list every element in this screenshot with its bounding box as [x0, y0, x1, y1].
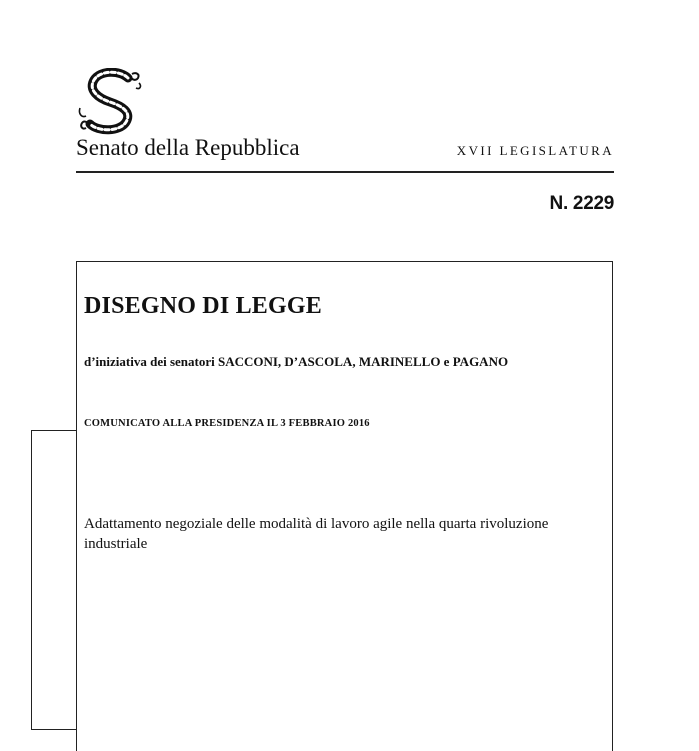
initiative-line: d’iniziativa dei senatori SACCONI, D’ASCOLA, MARINELLO e PAGANO [84, 354, 509, 369]
bill-frame [76, 261, 613, 751]
header-divider [76, 171, 614, 173]
side-bracket [31, 430, 76, 730]
document-type-heading: DISEGNO DI LEGGE [84, 293, 322, 319]
institution-name: Senato della Repubblica [76, 135, 300, 160]
bill-title: Adattamento negoziale delle modalità di lavoro agile nella quarta rivoluzione industriale [84, 516, 549, 552]
communication-date-line: COMUNICATO ALLA PRESIDENZA IL 3 FEBBRAIO 2016 [84, 418, 370, 429]
legislature-label: XVII LEGISLATURA [456, 143, 614, 158]
bill-number: N. 2229 [549, 193, 614, 214]
senate-logo-icon [76, 68, 148, 136]
